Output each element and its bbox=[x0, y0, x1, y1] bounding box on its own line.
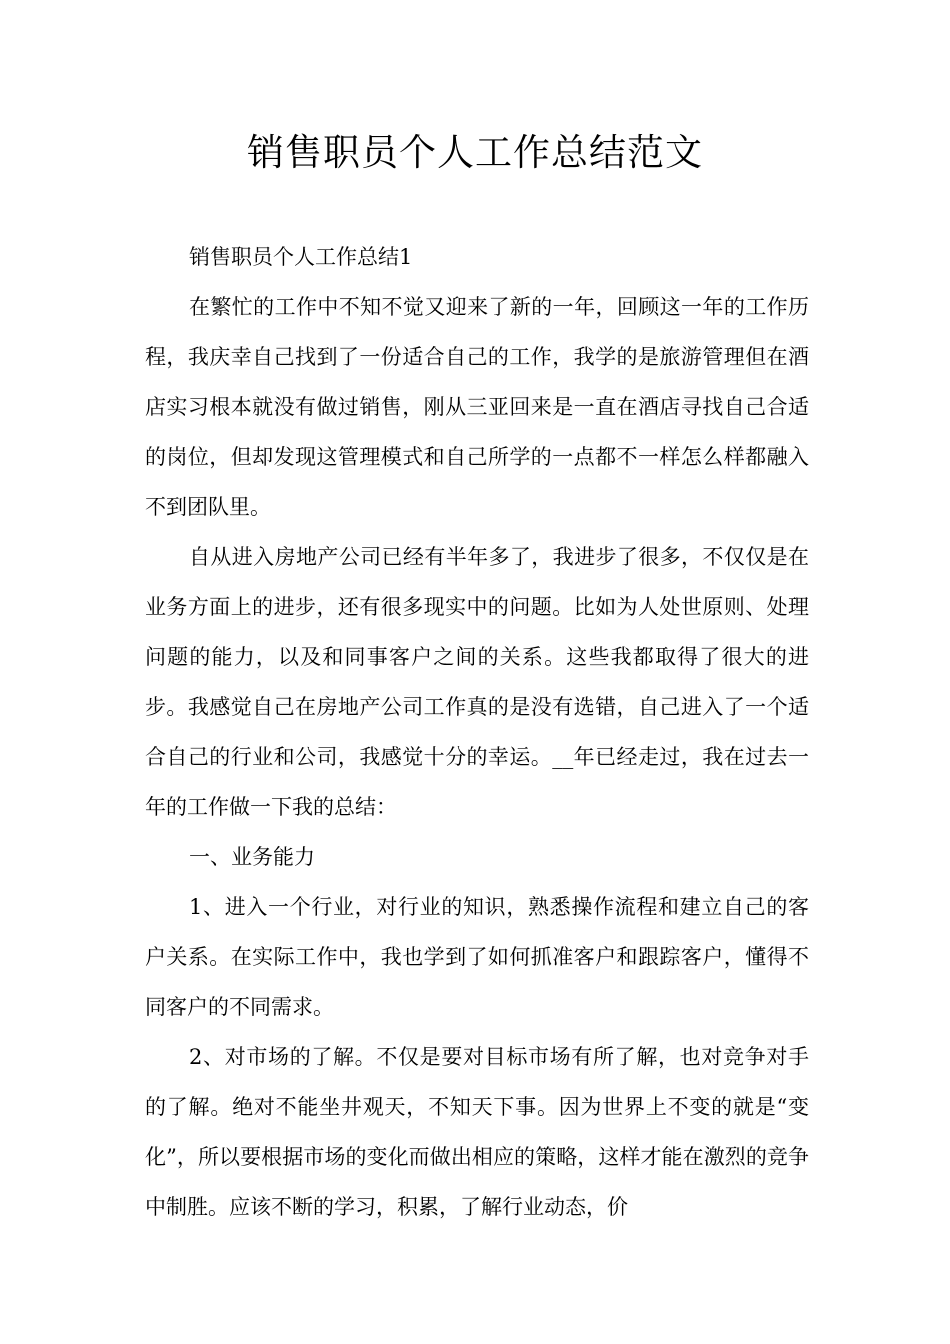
paragraph-1: 在繁忙的工作中不知不觉又迎来了新的一年，回顾这一年的工作历程，我庆幸自己找到了一份适合自己的工作，我学的是旅游管理但在酒店实习根本就没有做过销售，刚从三亚回来是一直在酒店寻找自己合适的岗位，但却发现这管理模式和自己所学的一点都不一样怎么样都融入不到团队里。 bbox=[145, 295, 809, 519]
document-title: 销售职员个人工作总结范文 bbox=[247, 131, 703, 174]
paragraph-2: 自从进入房地产公司已经有半年多了，我进步了很多，不仅仅是在业务方面上的进步，还有很多现实中的问题。比如为人处世原则、处理问题的能力，以及和同事客户之间的关系。这些我都取得了很大的进步。我感觉自己在房地产公司工作真的是没有选错，自己进入了一个适合自己的行业和公司，我感觉十分的幸运。__年已经走过，我在过去一年的工作做一下我的总结： bbox=[145, 545, 809, 819]
subheading-business-ability: 一、业务能力 bbox=[189, 845, 315, 869]
list-item-2: 2、对市场的了解。不仅是要对目标市场有所了解，也对竞争对手的了解。绝对不能坐井观天，不知天下事。因为世界上不变的就是“变化”，所以要根据市场的变化而做出相应的策略，这样才能在激烈的竞争中制胜。应该不断的学习，积累，了解行业动态，价 bbox=[145, 1045, 809, 1219]
document-body bbox=[145, 232, 809, 1232]
section-title: 销售职员个人工作总结1 bbox=[189, 245, 413, 269]
list-item-1: 1、进入一个行业，对行业的知识，熟悉操作流程和建立自己的客户关系。在实际工作中，我也学到了如何抓准客户和跟踪客户，懂得不同客户的不同需求。 bbox=[145, 895, 809, 1019]
